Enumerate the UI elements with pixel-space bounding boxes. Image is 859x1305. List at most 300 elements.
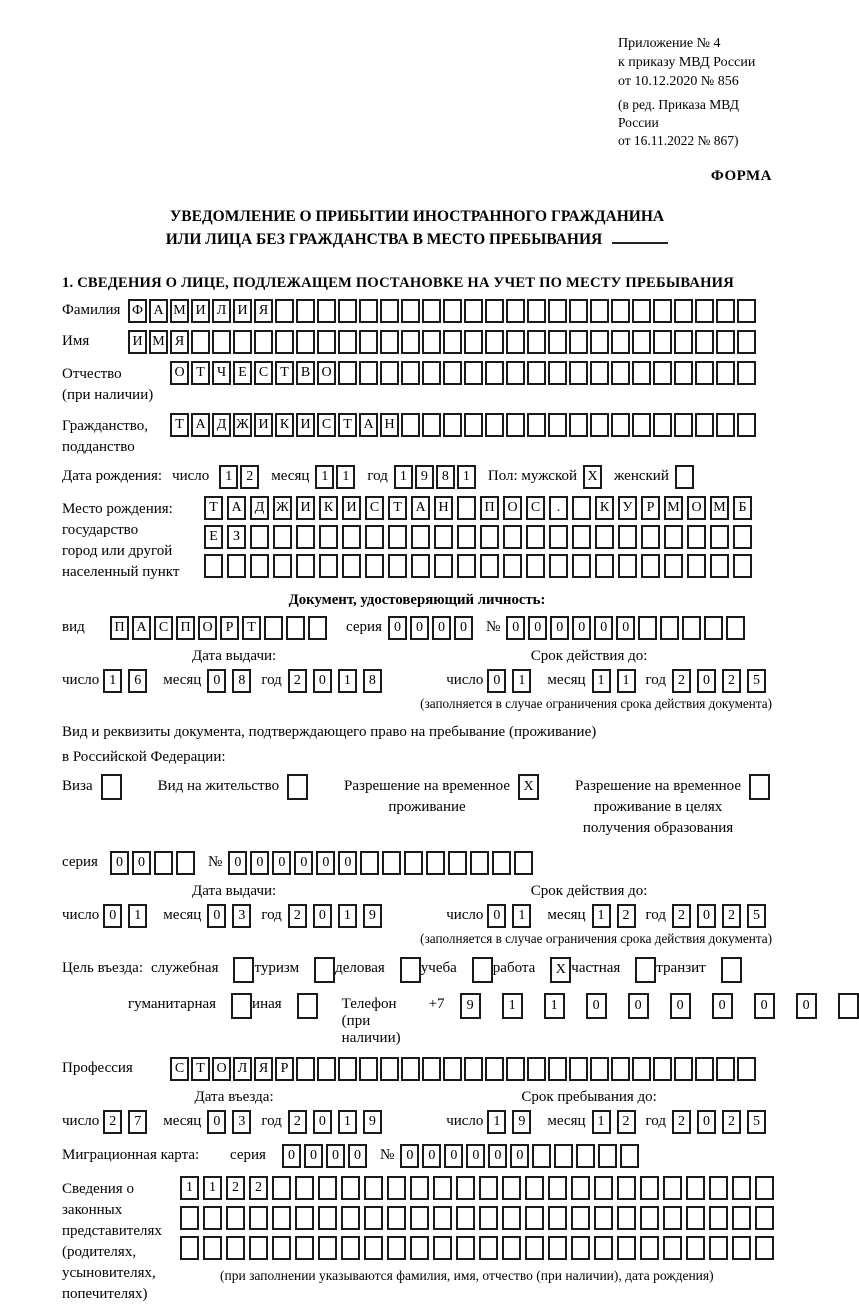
char-cell[interactable]: 0 (697, 904, 716, 928)
char-cell[interactable]: А (227, 496, 246, 520)
char-cell[interactable]: Е (233, 361, 252, 385)
char-cell[interactable] (598, 1144, 617, 1168)
char-cell[interactable] (617, 1206, 636, 1230)
char-cell[interactable] (317, 1057, 336, 1081)
char-cell[interactable]: 2 (240, 465, 259, 489)
char-cell[interactable] (527, 1057, 546, 1081)
char-cell[interactable] (590, 361, 609, 385)
char-cell[interactable] (479, 1236, 498, 1260)
char-cell[interactable] (410, 1206, 429, 1230)
char-cell[interactable] (411, 525, 430, 549)
char-cell[interactable] (664, 525, 683, 549)
char-cell[interactable] (710, 525, 729, 549)
char-cell[interactable]: 8 (436, 465, 455, 489)
char-cell[interactable] (548, 1176, 567, 1200)
char-cell[interactable] (675, 465, 694, 489)
char-cell[interactable] (635, 957, 656, 983)
char-cell[interactable] (653, 299, 672, 323)
char-cell[interactable]: О (317, 361, 336, 385)
char-cell[interactable] (732, 1236, 751, 1260)
char-cell[interactable]: 0 (528, 616, 547, 640)
char-cell[interactable] (663, 1176, 682, 1200)
char-cell[interactable] (275, 299, 294, 323)
char-cell[interactable] (663, 1236, 682, 1260)
char-cell[interactable]: Т (242, 616, 261, 640)
char-cell[interactable]: Ж (233, 413, 252, 437)
char-cell[interactable] (480, 525, 499, 549)
char-cell[interactable] (695, 361, 714, 385)
char-cell[interactable] (401, 330, 420, 354)
char-cell[interactable] (571, 1176, 590, 1200)
char-cell[interactable] (472, 957, 493, 983)
char-cell[interactable] (401, 413, 420, 437)
char-cell[interactable] (502, 1176, 521, 1200)
char-cell[interactable] (250, 554, 269, 578)
char-cell[interactable] (595, 554, 614, 578)
char-cell[interactable] (457, 554, 476, 578)
char-cell[interactable]: 0 (313, 669, 332, 693)
char-cell[interactable] (272, 1206, 291, 1230)
char-cell[interactable] (319, 554, 338, 578)
char-cell[interactable] (632, 299, 651, 323)
char-cell[interactable] (611, 413, 630, 437)
char-cell[interactable] (380, 299, 399, 323)
char-cell[interactable]: Т (388, 496, 407, 520)
char-cell[interactable] (726, 616, 745, 640)
char-cell[interactable]: 1 (338, 904, 357, 928)
char-cell[interactable] (287, 774, 308, 800)
char-cell[interactable] (525, 1176, 544, 1200)
char-cell[interactable] (716, 361, 735, 385)
char-cell[interactable] (548, 330, 567, 354)
char-cell[interactable]: 0 (697, 1110, 716, 1134)
char-cell[interactable] (514, 851, 533, 875)
char-cell[interactable] (422, 1057, 441, 1081)
char-cell[interactable]: П (480, 496, 499, 520)
char-cell[interactable] (506, 361, 525, 385)
char-cell[interactable] (485, 413, 504, 437)
char-cell[interactable]: 6 (128, 669, 147, 693)
char-cell[interactable]: 2 (722, 669, 741, 693)
char-cell[interactable] (443, 299, 462, 323)
char-cell[interactable] (632, 361, 651, 385)
char-cell[interactable] (273, 554, 292, 578)
char-cell[interactable] (526, 525, 545, 549)
char-cell[interactable] (249, 1236, 268, 1260)
char-cell[interactable] (380, 361, 399, 385)
char-cell[interactable]: 1 (103, 669, 122, 693)
char-cell[interactable]: А (411, 496, 430, 520)
char-cell[interactable] (709, 1206, 728, 1230)
char-cell[interactable] (212, 330, 231, 354)
char-cell[interactable] (686, 1236, 705, 1260)
char-cell[interactable] (611, 361, 630, 385)
char-cell[interactable] (318, 1206, 337, 1230)
char-cell[interactable] (411, 554, 430, 578)
char-cell[interactable] (295, 1176, 314, 1200)
char-cell[interactable] (695, 413, 714, 437)
char-cell[interactable]: 1 (512, 669, 531, 693)
char-cell[interactable]: 9 (512, 1110, 531, 1134)
char-cell[interactable]: 3 (232, 1110, 251, 1134)
char-cell[interactable]: 0 (228, 851, 247, 875)
char-cell[interactable]: 0 (348, 1144, 367, 1168)
char-cell[interactable] (422, 413, 441, 437)
char-cell[interactable] (317, 299, 336, 323)
char-cell[interactable] (502, 1206, 521, 1230)
char-cell[interactable] (733, 554, 752, 578)
char-cell[interactable] (525, 1236, 544, 1260)
char-cell[interactable]: 0 (616, 616, 635, 640)
char-cell[interactable] (640, 1176, 659, 1200)
char-cell[interactable] (548, 299, 567, 323)
char-cell[interactable] (686, 1176, 705, 1200)
char-cell[interactable] (401, 299, 420, 323)
char-cell[interactable] (549, 525, 568, 549)
char-cell[interactable]: Я (254, 299, 273, 323)
char-cell[interactable] (400, 957, 421, 983)
char-cell[interactable] (737, 361, 756, 385)
char-cell[interactable] (250, 525, 269, 549)
char-cell[interactable] (364, 1176, 383, 1200)
char-cell[interactable] (527, 299, 546, 323)
char-cell[interactable] (721, 957, 742, 983)
char-cell[interactable] (632, 330, 651, 354)
char-cell[interactable] (732, 1176, 751, 1200)
char-cell[interactable] (638, 616, 657, 640)
char-cell[interactable]: 1 (592, 1110, 611, 1134)
char-cell[interactable] (180, 1236, 199, 1260)
char-cell[interactable] (737, 413, 756, 437)
char-cell[interactable]: К (275, 413, 294, 437)
char-cell[interactable] (571, 1236, 590, 1260)
char-cell[interactable] (470, 851, 489, 875)
char-cell[interactable] (674, 413, 693, 437)
char-cell[interactable] (503, 554, 522, 578)
char-cell[interactable]: 3 (232, 904, 251, 928)
char-cell[interactable] (695, 330, 714, 354)
char-cell[interactable] (295, 1236, 314, 1260)
char-cell[interactable]: 0 (294, 851, 313, 875)
char-cell[interactable]: 1 (592, 669, 611, 693)
char-cell[interactable]: 1 (338, 1110, 357, 1134)
char-cell[interactable] (569, 413, 588, 437)
char-cell[interactable] (527, 330, 546, 354)
char-cell[interactable] (231, 993, 252, 1019)
char-cell[interactable] (674, 330, 693, 354)
char-cell[interactable] (737, 330, 756, 354)
char-cell[interactable] (572, 525, 591, 549)
char-cell[interactable] (388, 554, 407, 578)
char-cell[interactable]: Р (641, 496, 660, 520)
char-cell[interactable] (464, 330, 483, 354)
char-cell[interactable] (548, 1236, 567, 1260)
char-cell[interactable]: И (296, 413, 315, 437)
char-cell[interactable] (569, 330, 588, 354)
char-cell[interactable]: И (233, 299, 252, 323)
char-cell[interactable] (401, 361, 420, 385)
char-cell[interactable] (716, 1057, 735, 1081)
char-cell[interactable] (640, 1206, 659, 1230)
char-cell[interactable] (457, 496, 476, 520)
char-cell[interactable]: Е (204, 525, 223, 549)
char-cell[interactable]: П (110, 616, 129, 640)
char-cell[interactable] (341, 1176, 360, 1200)
char-cell[interactable]: 0 (103, 904, 122, 928)
char-cell[interactable] (464, 361, 483, 385)
char-cell[interactable]: 9 (363, 1110, 382, 1134)
char-cell[interactable] (380, 1057, 399, 1081)
char-cell[interactable] (590, 1057, 609, 1081)
char-cell[interactable] (264, 616, 283, 640)
char-cell[interactable]: О (198, 616, 217, 640)
char-cell[interactable] (641, 554, 660, 578)
char-cell[interactable]: Т (191, 1057, 210, 1081)
char-cell[interactable] (387, 1206, 406, 1230)
char-cell[interactable]: Л (212, 299, 231, 323)
char-cell[interactable]: 1 (502, 993, 523, 1019)
char-cell[interactable] (318, 1236, 337, 1260)
char-cell[interactable]: Т (191, 361, 210, 385)
char-cell[interactable] (755, 1176, 774, 1200)
char-cell[interactable]: 0 (432, 616, 451, 640)
char-cell[interactable] (249, 1206, 268, 1230)
char-cell[interactable] (569, 1057, 588, 1081)
char-cell[interactable] (480, 554, 499, 578)
char-cell[interactable]: А (359, 413, 378, 437)
char-cell[interactable] (404, 851, 423, 875)
char-cell[interactable]: 0 (488, 1144, 507, 1168)
char-cell[interactable]: 1 (457, 465, 476, 489)
char-cell[interactable]: О (170, 361, 189, 385)
char-cell[interactable]: Т (275, 361, 294, 385)
char-cell[interactable]: К (319, 496, 338, 520)
char-cell[interactable] (297, 993, 318, 1019)
char-cell[interactable] (272, 1176, 291, 1200)
char-cell[interactable]: 0 (338, 851, 357, 875)
char-cell[interactable]: 1 (336, 465, 355, 489)
char-cell[interactable]: П (176, 616, 195, 640)
char-cell[interactable]: 2 (617, 904, 636, 928)
char-cell[interactable] (382, 851, 401, 875)
char-cell[interactable]: 2 (249, 1176, 268, 1200)
char-cell[interactable] (590, 299, 609, 323)
char-cell[interactable] (464, 1057, 483, 1081)
char-cell[interactable] (443, 330, 462, 354)
char-cell[interactable] (434, 554, 453, 578)
char-cell[interactable] (632, 413, 651, 437)
char-cell[interactable]: 5 (747, 1110, 766, 1134)
char-cell[interactable]: 2 (672, 669, 691, 693)
char-cell[interactable]: 0 (572, 616, 591, 640)
char-cell[interactable] (617, 1176, 636, 1200)
char-cell[interactable] (341, 1236, 360, 1260)
char-cell[interactable] (422, 361, 441, 385)
char-cell[interactable]: 0 (586, 993, 607, 1019)
char-cell[interactable] (338, 1057, 357, 1081)
char-cell[interactable]: А (132, 616, 151, 640)
char-cell[interactable] (318, 1176, 337, 1200)
char-cell[interactable] (594, 1206, 613, 1230)
char-cell[interactable]: 0 (594, 616, 613, 640)
char-cell[interactable]: 0 (712, 993, 733, 1019)
char-cell[interactable] (443, 361, 462, 385)
char-cell[interactable]: 2 (288, 669, 307, 693)
char-cell[interactable] (682, 616, 701, 640)
char-cell[interactable] (191, 330, 210, 354)
char-cell[interactable] (548, 413, 567, 437)
char-cell[interactable] (485, 1057, 504, 1081)
char-cell[interactable]: 1 (394, 465, 413, 489)
char-cell[interactable] (749, 774, 770, 800)
char-cell[interactable]: 0 (410, 616, 429, 640)
char-cell[interactable]: 0 (754, 993, 775, 1019)
char-cell[interactable] (506, 413, 525, 437)
char-cell[interactable]: У (618, 496, 637, 520)
char-cell[interactable]: Н (434, 496, 453, 520)
char-cell[interactable] (410, 1236, 429, 1260)
char-cell[interactable]: 5 (747, 669, 766, 693)
char-cell[interactable] (380, 330, 399, 354)
char-cell[interactable] (653, 413, 672, 437)
char-cell[interactable] (426, 851, 445, 875)
char-cell[interactable] (548, 361, 567, 385)
char-cell[interactable]: Л (233, 1057, 252, 1081)
char-cell[interactable]: М (710, 496, 729, 520)
char-cell[interactable] (464, 299, 483, 323)
char-cell[interactable] (154, 851, 173, 875)
char-cell[interactable] (640, 1236, 659, 1260)
char-cell[interactable] (687, 554, 706, 578)
char-cell[interactable] (296, 554, 315, 578)
char-cell[interactable]: 2 (226, 1176, 245, 1200)
char-cell[interactable]: 1 (128, 904, 147, 928)
char-cell[interactable] (611, 1057, 630, 1081)
char-cell[interactable]: М (664, 496, 683, 520)
char-cell[interactable]: 0 (628, 993, 649, 1019)
char-cell[interactable]: И (296, 496, 315, 520)
char-cell[interactable] (710, 554, 729, 578)
char-cell[interactable]: И (254, 413, 273, 437)
char-cell[interactable]: 1 (219, 465, 238, 489)
char-cell[interactable] (506, 299, 525, 323)
char-cell[interactable]: 1 (487, 1110, 506, 1134)
char-cell[interactable]: 0 (207, 669, 226, 693)
char-cell[interactable] (716, 299, 735, 323)
char-cell[interactable] (457, 525, 476, 549)
char-cell[interactable] (204, 554, 223, 578)
char-cell[interactable] (338, 361, 357, 385)
char-cell[interactable]: 0 (207, 904, 226, 928)
char-cell[interactable] (308, 616, 327, 640)
char-cell[interactable]: 9 (415, 465, 434, 489)
char-cell[interactable] (590, 413, 609, 437)
char-cell[interactable] (653, 1057, 672, 1081)
char-cell[interactable] (618, 554, 637, 578)
char-cell[interactable]: 0 (510, 1144, 529, 1168)
char-cell[interactable] (594, 1236, 613, 1260)
char-cell[interactable] (479, 1176, 498, 1200)
char-cell[interactable] (506, 330, 525, 354)
char-cell[interactable] (319, 525, 338, 549)
char-cell[interactable] (433, 1206, 452, 1230)
char-cell[interactable] (180, 1206, 199, 1230)
char-cell[interactable] (595, 525, 614, 549)
char-cell[interactable] (571, 1206, 590, 1230)
char-cell[interactable]: О (687, 496, 706, 520)
char-cell[interactable]: Д (212, 413, 231, 437)
char-cell[interactable]: 0 (110, 851, 129, 875)
char-cell[interactable] (594, 1176, 613, 1200)
char-cell[interactable] (456, 1176, 475, 1200)
char-cell[interactable] (485, 361, 504, 385)
char-cell[interactable]: 1 (338, 669, 357, 693)
char-cell[interactable] (273, 525, 292, 549)
char-cell[interactable] (443, 1057, 462, 1081)
char-cell[interactable] (485, 299, 504, 323)
char-cell[interactable] (569, 361, 588, 385)
char-cell[interactable] (422, 299, 441, 323)
char-cell[interactable]: А (149, 299, 168, 323)
char-cell[interactable] (737, 1057, 756, 1081)
char-cell[interactable] (338, 330, 357, 354)
char-cell[interactable] (674, 1057, 693, 1081)
char-cell[interactable]: 0 (487, 904, 506, 928)
char-cell[interactable]: 0 (796, 993, 817, 1019)
char-cell[interactable]: Я (170, 330, 189, 354)
char-cell[interactable] (341, 1206, 360, 1230)
char-cell[interactable] (314, 957, 335, 983)
char-cell[interactable]: Т (338, 413, 357, 437)
char-cell[interactable]: 2 (288, 904, 307, 928)
char-cell[interactable] (663, 1206, 682, 1230)
char-cell[interactable]: М (170, 299, 189, 323)
char-cell[interactable] (359, 1057, 378, 1081)
char-cell[interactable]: 2 (672, 904, 691, 928)
char-cell[interactable] (687, 525, 706, 549)
char-cell[interactable]: X (518, 774, 539, 800)
char-cell[interactable] (342, 525, 361, 549)
char-cell[interactable] (226, 1236, 245, 1260)
char-cell[interactable] (101, 774, 122, 800)
char-cell[interactable]: 1 (617, 669, 636, 693)
char-cell[interactable] (755, 1206, 774, 1230)
char-cell[interactable]: 2 (288, 1110, 307, 1134)
char-cell[interactable] (674, 299, 693, 323)
char-cell[interactable] (364, 1236, 383, 1260)
char-cell[interactable] (716, 413, 735, 437)
char-cell[interactable] (387, 1236, 406, 1260)
char-cell[interactable]: 0 (282, 1144, 301, 1168)
char-cell[interactable]: 2 (722, 904, 741, 928)
char-cell[interactable]: 0 (670, 993, 691, 1019)
char-cell[interactable]: 0 (313, 904, 332, 928)
char-cell[interactable] (576, 1144, 595, 1168)
char-cell[interactable]: 0 (132, 851, 151, 875)
char-cell[interactable] (296, 299, 315, 323)
char-cell[interactable] (443, 413, 462, 437)
char-cell[interactable] (401, 1057, 420, 1081)
char-cell[interactable] (732, 1206, 751, 1230)
char-cell[interactable]: 9 (363, 904, 382, 928)
char-cell[interactable] (479, 1206, 498, 1230)
char-cell[interactable] (548, 1206, 567, 1230)
char-cell[interactable] (695, 299, 714, 323)
char-cell[interactable]: 0 (272, 851, 291, 875)
char-cell[interactable] (695, 1057, 714, 1081)
char-cell[interactable]: 0 (466, 1144, 485, 1168)
char-cell[interactable] (674, 361, 693, 385)
